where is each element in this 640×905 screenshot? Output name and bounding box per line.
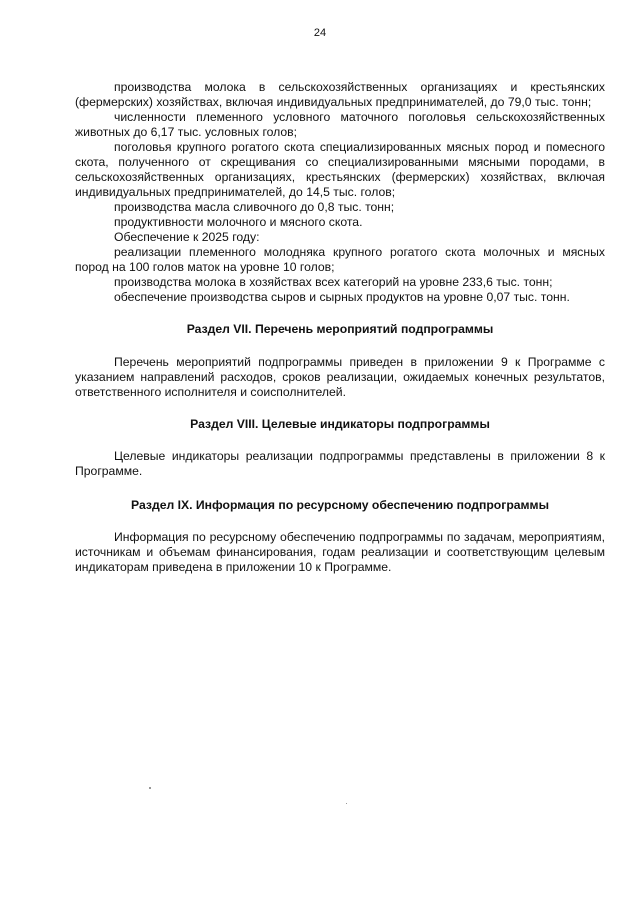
page-number: 24 bbox=[313, 27, 327, 39]
paragraph: поголовья крупного рогатого скота специализированных мясных пород и помесного скота, полученного от скрещивания со специализированными мясными породами, в сельскохозяйственных организациях, крестьянских (фермерских) хозяйствах, включая индивидуальных предпринимателей, до 14,5 тыс. голов; bbox=[75, 140, 605, 199]
paragraph: численности племенного условного маточного поголовья сельскохозяйственных животных до 6,17 тыс. условных голов; bbox=[75, 110, 605, 139]
document-body bbox=[75, 80, 605, 575]
paragraph: реализации племенного молодняка крупного рогатого скота молочных и мясных пород на 100 голов маток на уровне 10 голов; bbox=[75, 245, 605, 274]
scan-speck bbox=[149, 787, 151, 789]
paragraph: обеспечение производства сыров и сырных продуктов на уровне 0,07 тыс. тонн. bbox=[114, 290, 570, 304]
section-heading-7: Раздел VII. Перечень мероприятий подпрограммы bbox=[186, 322, 494, 336]
scan-speck bbox=[346, 803, 347, 804]
section-7-text: Перечень мероприятий подпрограммы приведен в приложении 9 к Программе с указанием направлений расходов, сроков реализации, ожидаемых конечных результатов, ответственного исполнителя и соисполнителей. bbox=[75, 355, 605, 399]
section-8-text: Целевые индикаторы реализации подпрограммы представлены в приложении 8 к Программе. bbox=[75, 449, 605, 478]
paragraph: Обеспечение к 2025 году: bbox=[114, 230, 260, 244]
paragraph: продуктивности молочного и мясного скота. bbox=[114, 215, 363, 229]
section-heading-8: Раздел VIII. Целевые индикаторы подпрограммы bbox=[190, 417, 490, 431]
section-9-text: Информация по ресурсному обеспечению подпрограммы по задачам, мероприятиям, источникам и объемам финансирования, годам реализации и соответствующим целевым индикаторам приведена в приложении 10 к Программе. bbox=[75, 530, 605, 574]
paragraph: производства молока в хозяйствах всех категорий на уровне 233,6 тыс. тонн; bbox=[114, 275, 553, 289]
paragraph: производства масла сливочного до 0,8 тыс. тонн; bbox=[114, 200, 395, 214]
section-heading-9: Раздел IX. Информация по ресурсному обеспечению подпрограммы bbox=[131, 498, 549, 512]
paragraph: производства молока в сельскохозяйственных организациях и крестьянских (фермерских) хозяйствах, включая индивидуальных предпринимателей, до 79,0 тыс. тонн; bbox=[75, 80, 605, 109]
